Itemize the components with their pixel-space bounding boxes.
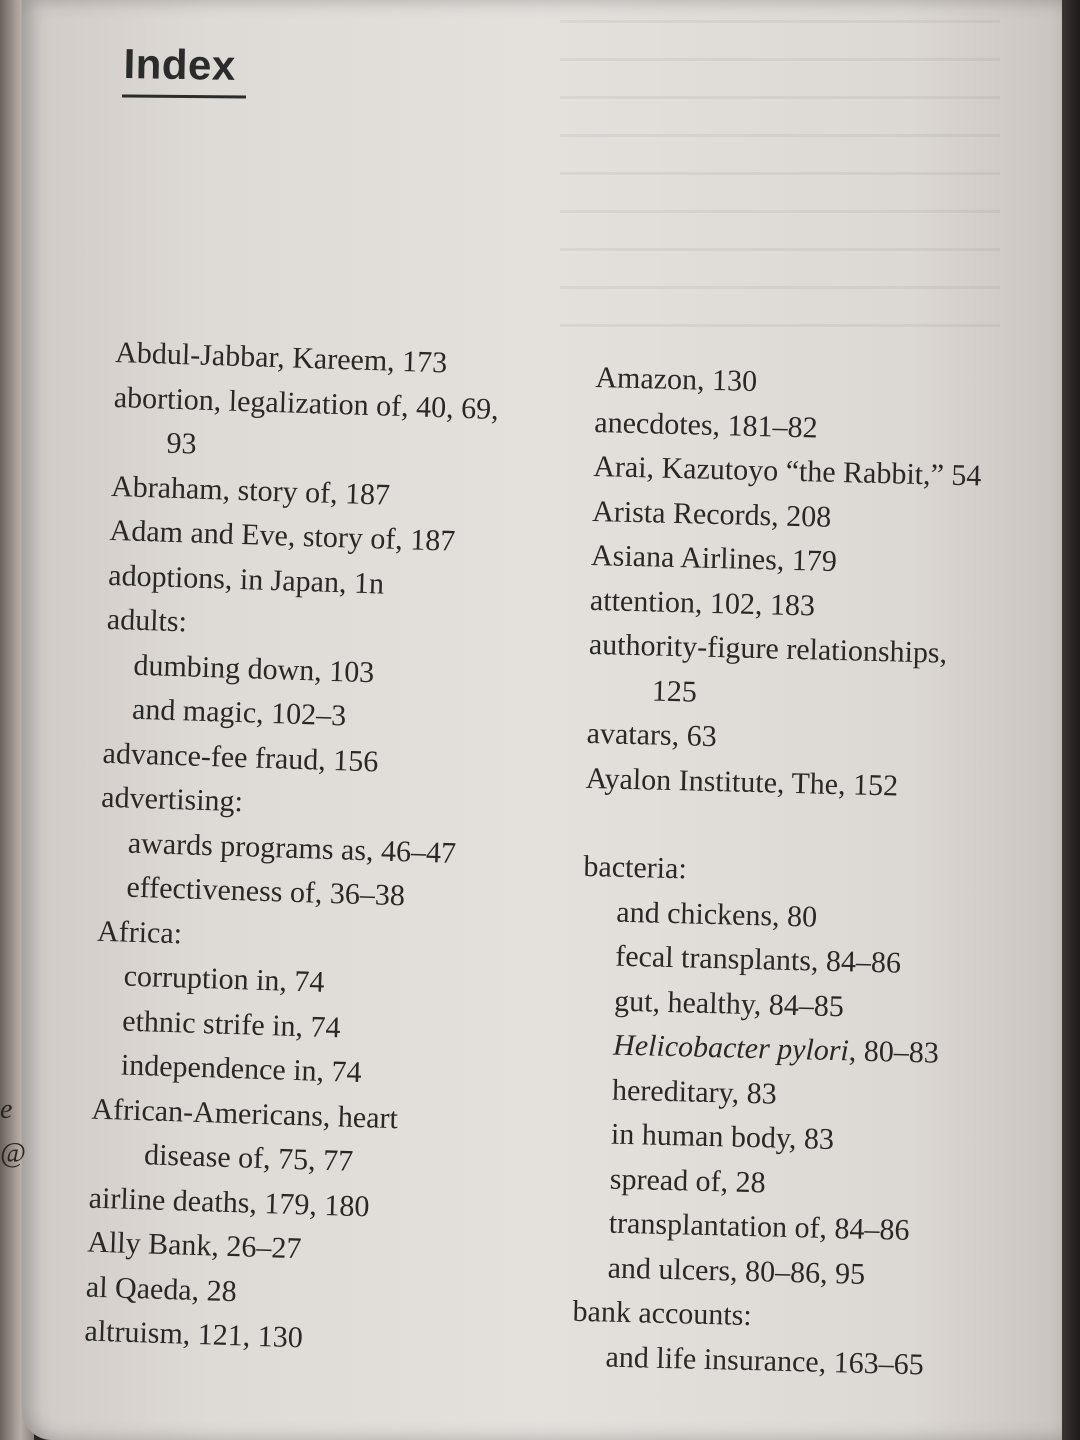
index-subentry: and life insurance, 163–65 [605,1340,925,1381]
index-subentry: spread of, 28 [609,1162,767,1199]
index-entry-continuation: disease of, 75, 77 [143,1138,354,1178]
index-entry: Asiana Airlines, 179 [590,538,838,578]
show-through-text [560,20,1000,340]
index-subentry: effectiveness of, 36–38 [126,870,406,913]
index-entry: Arista Records, 208 [591,494,832,534]
page-title: Index [123,40,237,89]
index-subentry: independence in, 74 [120,1048,363,1090]
index-entry: avatars, 63 [586,716,718,754]
index-entry: Amazon, 130 [595,360,758,398]
index-heading: Africa: [96,914,183,950]
index-entry: Adam and Eve, story of, 187 [109,513,456,558]
index-subentry: and magic, 102–3 [131,692,347,733]
index-entry: Abdul-Jabbar, Kareem, 173 [114,335,448,380]
index-subentry: ethnic strife in, 74 [121,1004,342,1044]
index-subentry: awards programs as, 46–47 [127,826,457,870]
index-subentry: gut, healthy, 84–85 [613,984,845,1023]
index-entry: anecdotes, 181–82 [593,405,819,444]
book-spine-edge [1062,0,1080,1440]
index-subentry: in human body, 83 [610,1117,835,1157]
species-name: Helicobacter pylori [612,1028,850,1068]
index-heading: advertising: [100,780,244,819]
index-entry: airline deaths, 179, 180 [88,1181,370,1223]
index-entry: adoptions, in Japan, 1n [107,558,385,601]
index-subentry: and chickens, 80 [616,895,818,934]
index-heading: bacteria: [583,849,688,886]
index-subentry: and ulcers, 80–86, 95 [607,1251,866,1291]
index-entry: Abraham, story of, 187 [110,469,391,512]
index-entry: advance-fee fraud, 156 [102,736,379,778]
index-entry: al Qaeda, 28 [85,1270,238,1308]
index-entry: Ally Bank, 26–27 [86,1225,302,1266]
index-heading: bank accounts: [572,1294,753,1333]
index-subentry: dumbing down, 103 [133,648,375,689]
index-entry: Ayalon Institute, The, 152 [585,761,899,803]
index-entry: altruism, 121, 130 [84,1314,304,1355]
index-heading: adults: [106,602,188,639]
index-entry: attention, 102, 183 [589,583,816,622]
index-subentry: transplantation of, 84–86 [608,1206,910,1247]
index-subentry: corruption in, 74 [123,959,325,999]
index-subentry: fecal transplants, 84–86 [614,939,902,980]
facing-page-glyph: e [0,1094,13,1125]
index-entry-continuation: 125 [651,673,698,709]
index-subentry: hereditary, 83 [611,1073,778,1111]
page-refs: , 80–83 [848,1034,940,1070]
index-column-right [571,356,984,1388]
facing-page-glyph: @ [0,1138,26,1169]
index-entry: abortion, legalization of, 40, 69, [113,380,500,426]
index-entry: Arai, Kazutoyo “the Rabbit,” 54 [592,449,982,493]
index-entry: authority-figure relationships, [588,627,948,670]
index-entry: African-Americans, heart [91,1092,399,1135]
index-column-left [84,331,501,1366]
index-entry-continuation: 93 [165,426,198,461]
